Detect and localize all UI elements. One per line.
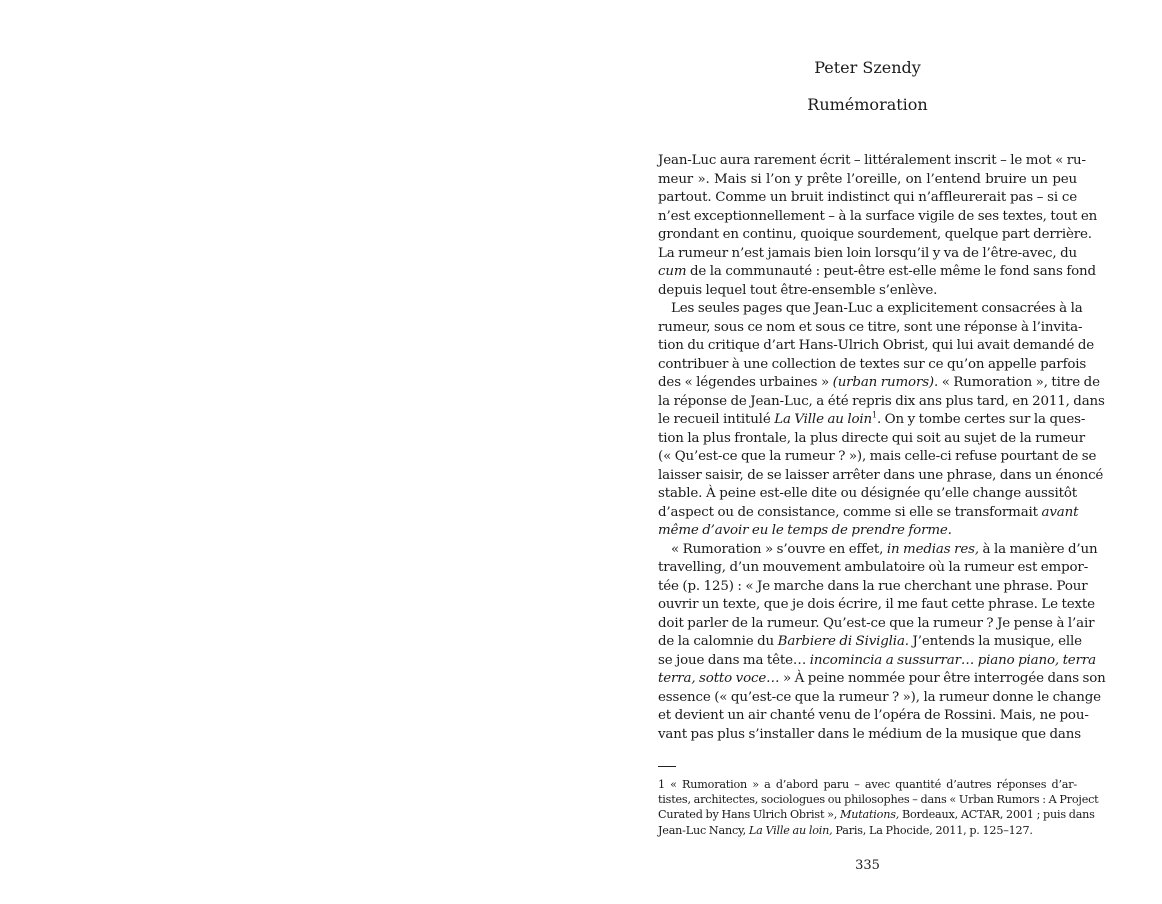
text-span: le recueil intitulé — [658, 412, 775, 427]
text-line — [658, 171, 1077, 190]
text-line — [658, 430, 1085, 449]
page-number: 335 — [855, 858, 880, 873]
chapter-title: Rumémoration — [807, 95, 928, 114]
text-span: stable. À peine est-elle dite ou désignée qu’elle change aussitôt — [658, 486, 1077, 501]
text-span: à la manière d’un — [978, 541, 1098, 557]
text-span: depuis lequel tout être-ensemble s’enlève. — [658, 282, 938, 298]
text-span: J’entends la musique, elle — [908, 634, 1082, 649]
text-line — [658, 337, 1095, 356]
text-span: doit parler de la rumeur. Qu’est-ce que la rumeur ? Je pense à l’air — [658, 615, 1095, 631]
text-line — [658, 504, 1077, 523]
text-line — [658, 263, 1096, 282]
text-span: Jean-Luc aura rarement écrit – littéralement inscrit – le mot « ru- — [658, 153, 1086, 168]
text-line — [658, 522, 1077, 541]
italic-text: (urban rumors). — [832, 375, 939, 390]
text-span: des « légendes urbaines » — [658, 375, 833, 390]
text-span: tion du critique d’art Hans-Ulrich Obrist, qui lui avait demandé de — [658, 338, 1095, 353]
text-span: Paris, La Phocide, 2011, p. 125–127. — [832, 823, 1033, 837]
text-line — [658, 652, 1096, 671]
text-span: ouvrir un texte, que je dois écrire, il me faut cette phrase. Le texte — [658, 597, 1095, 612]
text-line — [658, 374, 1100, 393]
text-span: tion la plus frontale, la plus directe qui soit au sujet de la rumeur — [658, 430, 1085, 446]
text-line — [658, 485, 1077, 504]
text-line — [658, 356, 1087, 375]
text-line — [658, 541, 1098, 560]
text-line — [658, 615, 1095, 634]
text-span: d’aspect ou de consistance, comme si elle se transformait — [658, 504, 1042, 520]
text-line — [658, 559, 1089, 578]
text-span: contribuer à une collection de textes sur ce qu’on appelle parfois — [658, 356, 1087, 372]
text-span: partout. Comme un bruit indistinct qui n’affleurerait pas – si ce — [658, 190, 1077, 205]
body-text — [658, 152, 1106, 744]
text-line — [658, 410, 1086, 430]
text-span: » À peine nommée pour être interrogée dans son — [779, 671, 1106, 686]
text-span: la réponse de Jean-Luc, a été repris dix ans plus tard, en 2011, dans — [658, 393, 1105, 409]
italic-text: cum — [658, 264, 687, 279]
italic-text: Barbiere di Siviglia. — [777, 634, 909, 649]
text-line — [658, 689, 1101, 708]
italic-text: in medias res, — [886, 541, 979, 557]
text-span: (« Qu’est-ce que la rumeur ? »), mais celle-ci refuse pourtant de se — [658, 449, 1097, 464]
text-line — [658, 633, 1082, 652]
text-line — [658, 448, 1097, 467]
text-span: « Rumoration » s’ouvre en effet, — [671, 541, 887, 557]
footnotes — [658, 777, 1099, 838]
text-line — [658, 282, 1077, 301]
text-span: et devient un air chanté venu de l’opéra de Rossini. Mais, ne pou- — [658, 708, 1089, 723]
text-span: Les seules pages que Jean-Luc a explicitement consacrées à la — [671, 301, 1083, 316]
paragraph — [658, 300, 1105, 541]
italic-text: Mutations, — [839, 808, 900, 822]
text-span: travelling, d’un mouvement ambulatoire où la rumeur est empor- — [658, 560, 1089, 575]
text-span: $^1$. On y tombe certes sur la ques- — [872, 410, 1086, 427]
footnote-line — [658, 807, 1095, 822]
italic-text: même d’avoir eu le temps de prendre forme. — [658, 523, 952, 538]
text-span: 1 « Rumoration » a d’abord paru – avec quantité d’autres réponses d’ar- — [658, 778, 1077, 791]
italic-text: La Ville au loin, — [748, 823, 833, 837]
text-span: n’est exceptionnellement – à la surface vigile de ses textes, tout en — [658, 208, 1098, 224]
text-line — [658, 578, 1088, 597]
text-span: de la communauté : peut-être est-elle même le fond sans fond — [686, 264, 1096, 279]
author-name: Peter Szendy — [814, 58, 921, 77]
text-line — [658, 670, 1106, 689]
text-line — [658, 726, 1081, 745]
footnote-line — [658, 777, 1077, 792]
italic-text: avant — [1041, 504, 1079, 520]
italic-text: incomincia a sussurrar… piano piano, terra — [809, 652, 1096, 668]
text-line — [658, 707, 1089, 726]
text-line — [658, 300, 1083, 319]
text-span: grondant en continu, quoique sourdement, quelque part derrière. — [658, 227, 1092, 242]
text-span: de la calomnie du — [658, 634, 778, 649]
footnote-line — [658, 823, 1077, 838]
footnote-ref[interactable]: 1 — [872, 410, 877, 420]
text-line — [658, 319, 1083, 338]
text-span: Bordeaux, ACTAR, 2001 ; puis dans — [899, 808, 1095, 822]
text-span: Curated by Hans Ulrich Obrist », — [658, 808, 840, 822]
footnote-rule — [658, 766, 676, 767]
text-span: rumeur, sous ce nom et sous ce titre, sont une réponse à l’invita- — [658, 319, 1083, 335]
text-line — [658, 152, 1086, 171]
text-line — [658, 189, 1077, 208]
text-span: se joue dans ma tête… — [658, 652, 810, 668]
text-span: meur ». Mais si l’on y prête l’oreille, on l’entend bruire un peu — [658, 171, 1077, 187]
text-line — [658, 245, 1077, 264]
paragraph — [658, 541, 1106, 745]
text-span: Jean-Luc Nancy, — [658, 823, 749, 837]
text-span: vant pas plus s’installer dans le médium de la musique que dans — [658, 726, 1081, 742]
text-span: La rumeur n’est jamais bien loin lorsqu’il y va de l’être-avec, du — [658, 245, 1078, 261]
text-span: tistes, architectes, sociologues ou philosophes – dans « Urban Rumors : A Project — [658, 793, 1099, 807]
text-line — [658, 393, 1105, 412]
text-span: tée (p. 125) : « Je marche dans la rue cherchant une phrase. Pour — [658, 578, 1088, 594]
text-span: laisser saisir, de se laisser arrêter dans une phrase, dans un énoncé — [658, 467, 1104, 483]
text-line — [658, 226, 1092, 245]
text-line — [658, 208, 1098, 227]
paragraph — [658, 152, 1098, 300]
text-line — [658, 467, 1104, 486]
text-line — [658, 596, 1095, 615]
italic-text: terra, sotto voce… — [658, 671, 780, 686]
text-span: essence (« qu’est-ce que la rumeur ? »), la rumeur donne le change — [658, 689, 1101, 705]
text-span: « Rumoration », titre de — [938, 375, 1100, 390]
italic-text: La Ville au loin — [774, 412, 873, 427]
footnote-line — [658, 792, 1099, 807]
